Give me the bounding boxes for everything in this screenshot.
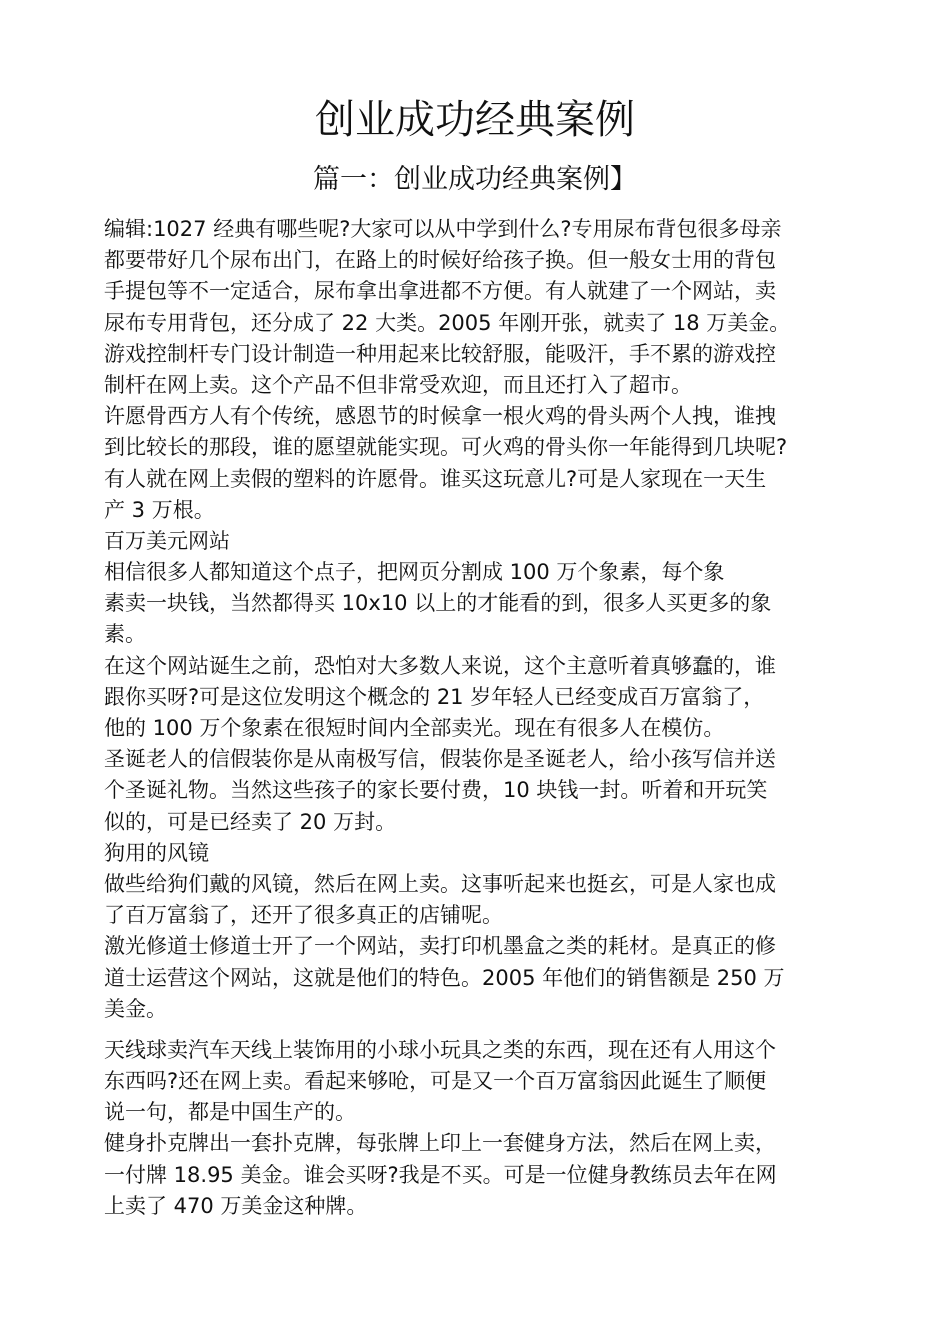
section-heading: 狗用的风镜 xyxy=(104,840,209,865)
text-line: 圣诞老人的信假装你是从南极写信，假装你是圣诞老人，给小孩写信并送 xyxy=(104,747,776,772)
text-line: 许愿骨西方人有个传统，感恩节的时候拿一根火鸡的骨头两个人拽，谁拽 xyxy=(104,404,776,429)
text-line: 他的 100 万个象素在很短时间内全部卖光。现在有很多人在模仿。 xyxy=(104,716,725,740)
text-line: 个圣诞礼物。当然这些孩子的家长要付费，10 块钱一封。听着和开玩笑 xyxy=(104,778,768,803)
text-line: 美金。 xyxy=(104,996,167,1021)
text-line: 手提包等不一定适合，尿布拿出拿进都不方便。有人就建了一个网站，卖 xyxy=(104,279,776,304)
text-line: 游戏控制杆专门设计制造一种用起来比较舒服，能吸汗，手不累的游戏控 xyxy=(104,341,776,366)
text-line: 有人就在网上卖假的塑料的许愿骨。谁买这玩意儿?可是人家现在一天生 xyxy=(104,466,767,491)
text-line: 东西吗?还在网上卖。看起来够呛，可是又一个百万富翁因此诞生了顺便 xyxy=(104,1069,767,1094)
document-subtitle: 篇一：创业成功经典案例】 xyxy=(313,164,637,195)
text-line: 天线球卖汽车天线上装饰用的小球小玩具之类的东西，现在还有人用这个 xyxy=(104,1037,776,1062)
text-line: 素。 xyxy=(104,622,146,647)
text-line: 似的，可是已经卖了 20 万封。 xyxy=(104,809,397,834)
text-line: 制杆在网上卖。这个产品不但非常受欢迎，而且还打入了超市。 xyxy=(104,372,692,397)
document-title: 创业成功经典案例 xyxy=(315,97,635,143)
text-line: 到比较长的那段，谁的愿望就能实现。可火鸡的骨头你一年能得到几块呢? xyxy=(104,435,788,460)
text-line: 跟你买呀?可是这位发明这个概念的 21 岁年轻人已经变成百万富翁了， xyxy=(104,684,765,709)
text-line: 都要带好几个尿布出门，在路上的时候好给孩子换。但一般女士用的背包 xyxy=(104,248,776,273)
text-line: 在这个网站诞生之前，恐怕对大多数人来说，这个主意听着真够蠢的，谁 xyxy=(104,653,776,678)
text-line: 产 3 万根。 xyxy=(104,497,215,522)
text-line: 了百万富翁了，还开了很多真正的店铺呢。 xyxy=(104,903,503,928)
text-line: 激光修道士修道士开了一个网站，卖打印机墨盒之类的耗材。是真正的修 xyxy=(104,934,776,959)
text-line: 编辑:1027 经典有哪些呢?大家可以从中学到什么?专用尿布背包很多母亲 xyxy=(104,217,782,241)
text-line: 健身扑克牌出一套扑克牌，每张牌上印上一套健身方法，然后在网上卖， xyxy=(104,1131,776,1156)
text-line: 做些给狗们戴的风镜，然后在网上卖。这事听起来也挺玄，可是人家也成 xyxy=(104,871,776,896)
text-line: 说一句，都是中国生产的。 xyxy=(104,1100,356,1125)
text-line: 素卖一块钱，当然都得买 10x10 以上的才能看的到，很多人买更多的象 xyxy=(104,591,772,616)
text-line: 一付牌 18.95 美金。谁会买呀?我是不买。可是一位健身教练员去年在网 xyxy=(104,1162,777,1187)
text-line: 上卖了 470 万美金这种牌。 xyxy=(104,1193,368,1218)
section-heading: 百万美元网站 xyxy=(104,528,230,553)
text-line: 相信很多人都知道这个点子，把网页分割成 100 万个象素，每个象 xyxy=(104,560,725,585)
text-line: 道士运营这个网站，这就是他们的特色。2005 年他们的销售额是 250 万 xyxy=(104,965,785,990)
document-body xyxy=(104,214,864,1222)
text-line: 尿布专用背包，还分成了 22 大类。2005 年刚开张，就卖了 18 万美金。 xyxy=(104,310,791,335)
